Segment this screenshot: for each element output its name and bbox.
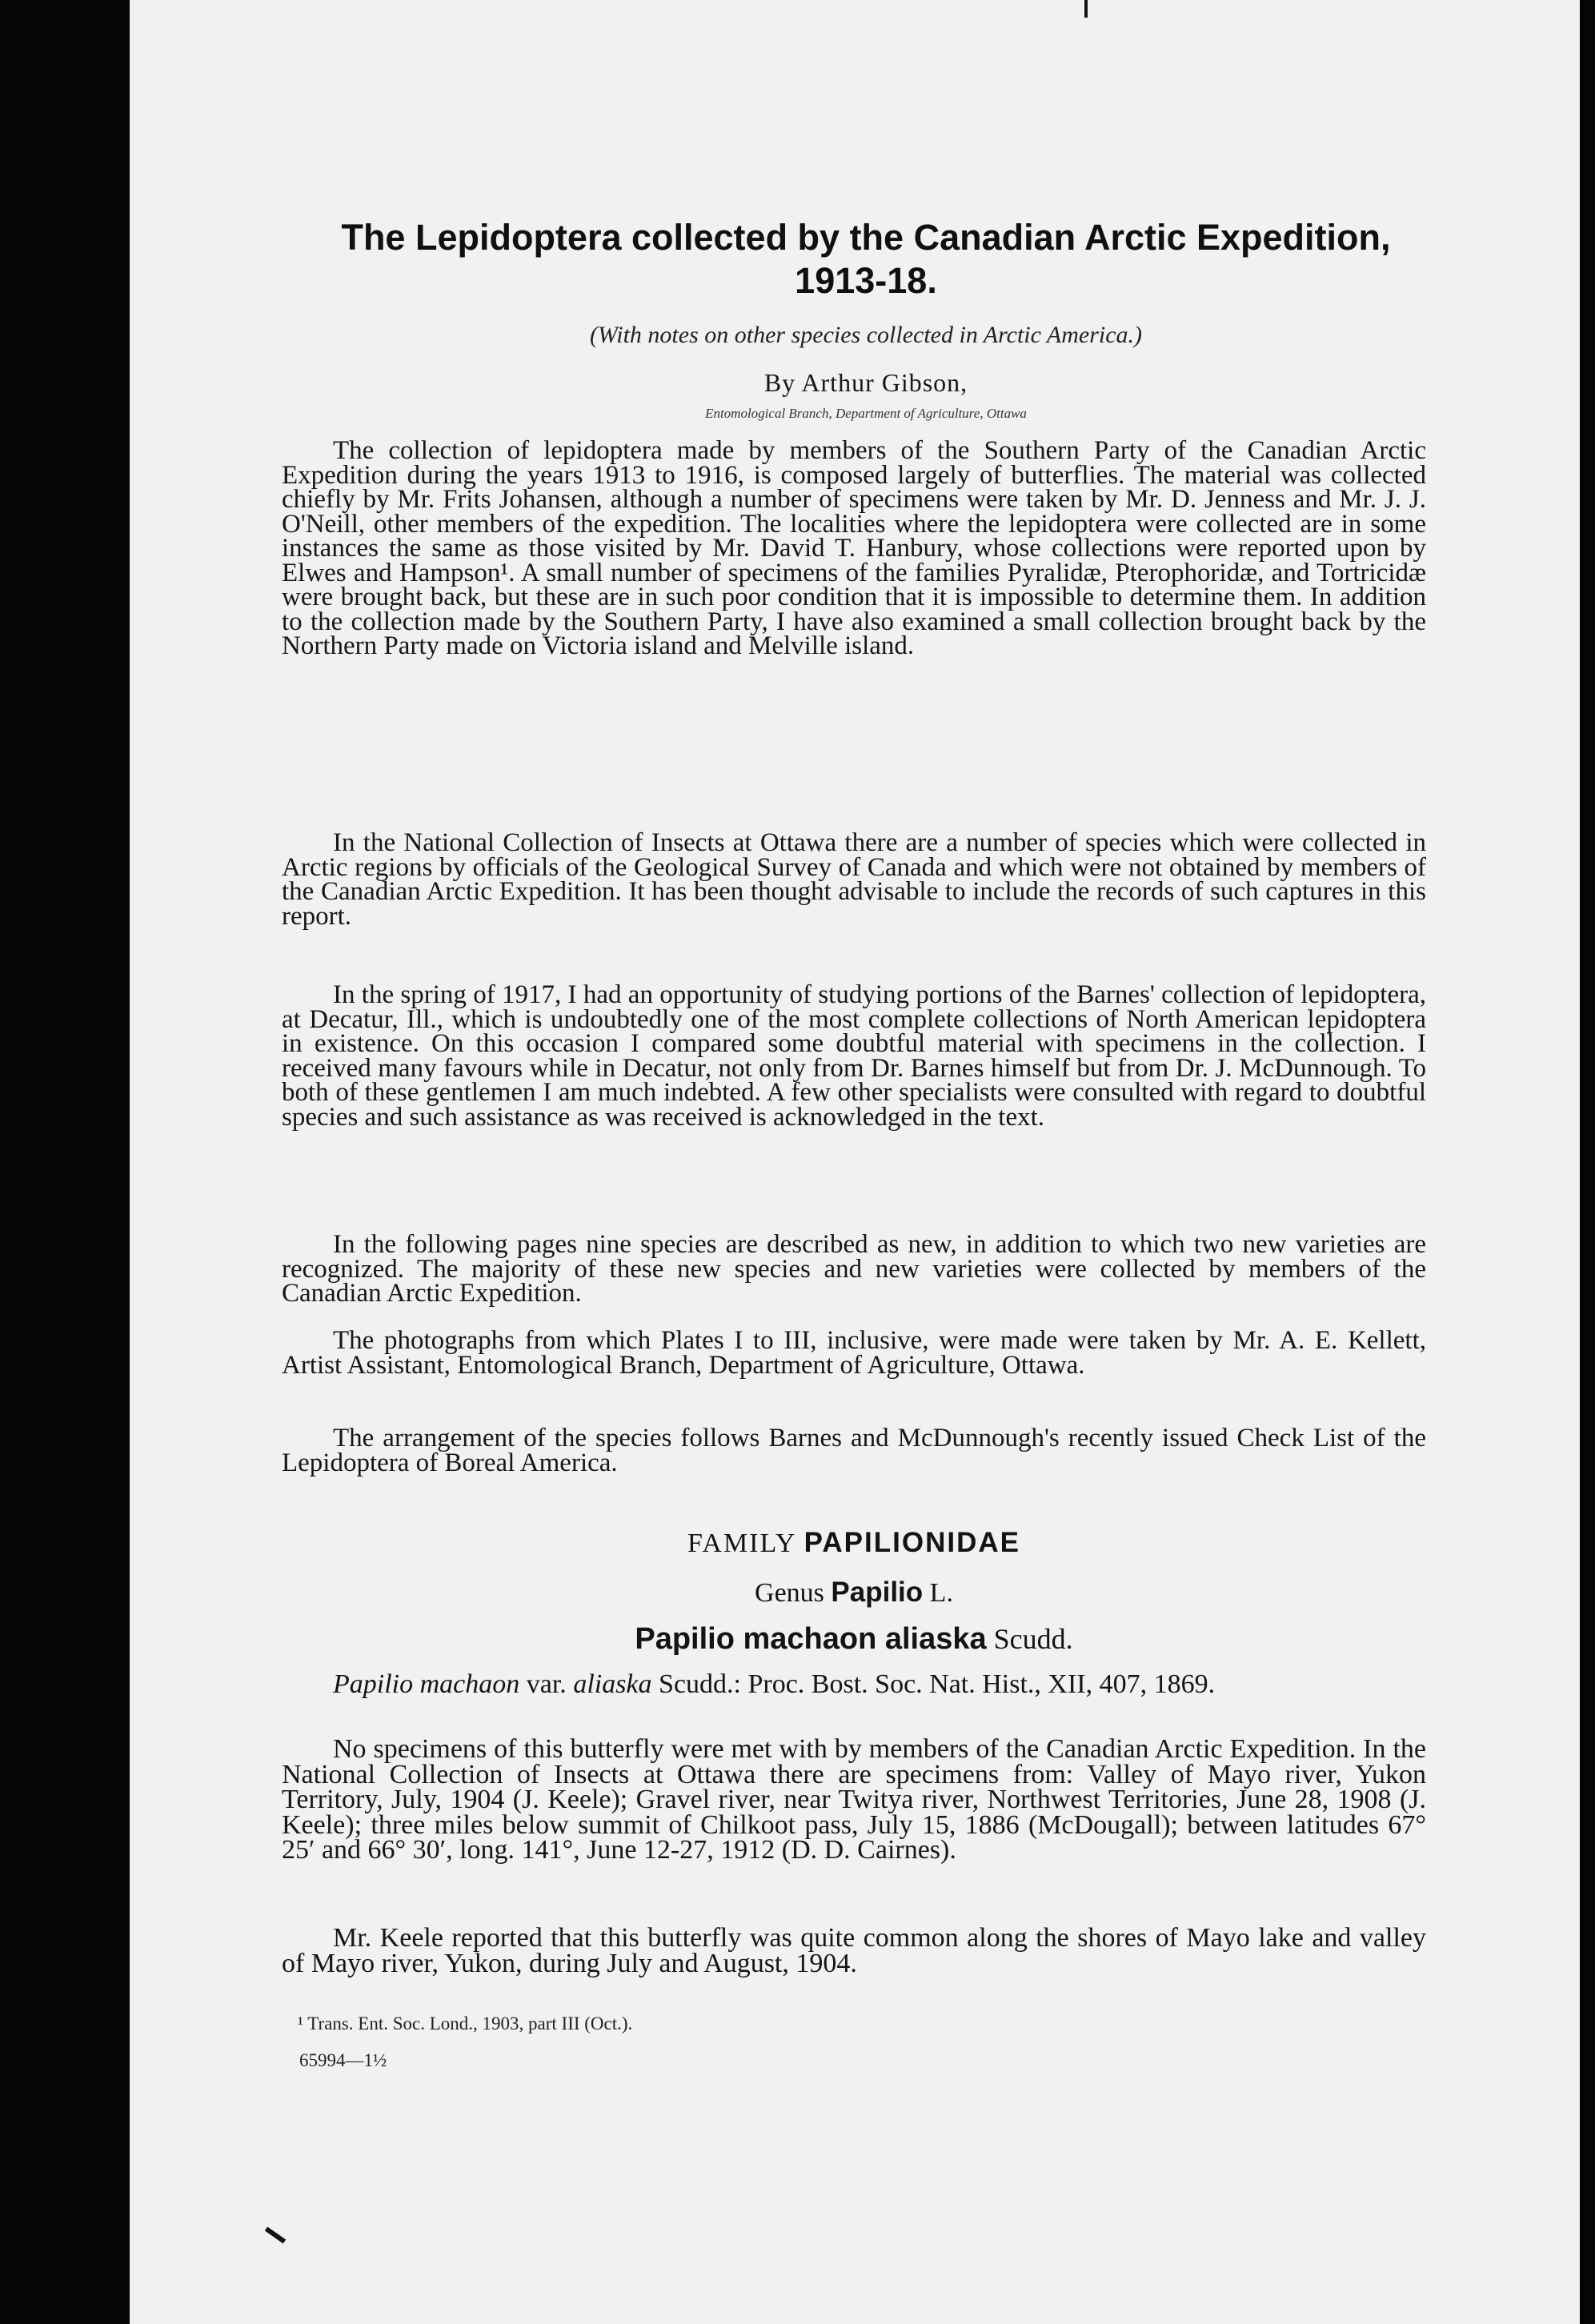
citation-variety: aliaska <box>573 1669 652 1699</box>
family-name: PAPILIONIDAE <box>804 1527 1020 1558</box>
citation-taxon: Papilio machaon <box>333 1669 520 1699</box>
intro-paragraph-3: In the spring of 1917, I had an opportunity of studying portions of the Barnes' collection of lepidoptera, at Decatur, Ill., which is undoubtedly one of the most complete collections of North American lepidoptera in existence. On this occasion I compared some doubtful material with specimens in the collection. I received many favours while in Decatur, not only from Dr. Barnes himself but from Dr. J. McDunnough. To both of these gentlemen I am much indebted. A few other specialists were consulted with regard to doubtful species and such assistance as was received is acknowledged in the text. <box>282 980 1426 1132</box>
species-citation <box>282 1671 1426 1698</box>
intro-paragraph-1: The collection of lepidoptera made by members of the Southern Party of the Canadian Arctic Expedition during the years 1913 to 1916, is composed largely of butterflies. The material was collected chiefly by Mr. Frits Johansen, although a number of specimens were taken by Mr. D. Jenness and Mr. J. J. O'Neill, other members of the expedition. The localities where the lepidoptera were collected are in some instances the same as those visited by Mr. David T. Hanbury, whose collections were reported upon by Elwes and Hampson¹. A small number of specimens of the families Pyralidæ, Pterophoridæ, and Tortricidæ were brought back, but these are in such poor condition that it is impossible to determine them. In addition to the collection made by the Southern Party, I have also examined a small collection brought back by the Northern Party made on Victoria island and Melville island. <box>282 436 1426 660</box>
family-heading <box>282 1527 1426 1559</box>
species-author: Scudd. <box>993 1623 1073 1655</box>
article-subtitle: (With notes on other species collected in Arctic America.) <box>589 322 1143 348</box>
author-byline: By Arthur Gibson, <box>763 368 968 397</box>
intro-paragraph-6: The arrangement of the species follows Barnes and McDunnough's recently issued Check List of the Lepidoptera of Boreal America. <box>282 1424 1426 1477</box>
print-code: 65994—1½ <box>299 2050 387 2070</box>
author-affiliation: Entomological Branch, Department of Agriculture, Ottawa <box>705 406 1027 421</box>
citation-var-label: var. <box>526 1669 567 1699</box>
genus-heading <box>282 1577 1426 1609</box>
genus-prefix: Genus <box>755 1578 824 1608</box>
species-paragraph-2: Mr. Keele reported that this butterfly was quite common along the shores of Mayo lake and valley of Mayo river, Yukon, during July and August, 1904. <box>282 1923 1426 1978</box>
family-prefix: FAMILY <box>687 1529 796 1558</box>
species-paragraph-1: No specimens of this butterfly were met with by members of the Canadian Arctic Expedition. In the National Collection of Insects at Ottawa there are specimens from: Valley of Mayo river, Yukon Territory, July, 1904 (J. Keele); Gravel river, near Twitya river, Northwest Territories, June 28, 1908 (J. Keele); three miles below summit of Chilkoot pass, July 15, 1886 (McDougall); between latitudes 67° 25′ and 66° 30′, long. 141°, June 12-27, 1912 (D. D. Cairnes). <box>282 1734 1426 1865</box>
scan-artifact-top <box>1084 0 1088 18</box>
scanned-page <box>130 0 1580 2324</box>
article-title: The Lepidoptera collected by the Canadian Arctic Expedition, 1913-18. <box>341 217 1391 301</box>
species-heading <box>282 1622 1426 1657</box>
intro-paragraph-4: In the following pages nine species are described as new, in addition to which two new varieties are recognized. The majority of these new species and new varieties were collected by members of the Canadian Arctic Expedition. <box>282 1230 1426 1308</box>
footnote: ¹ Trans. Ent. Soc. Lond., 1903, part III (Oct.). <box>298 2013 633 2034</box>
genus-author: L. <box>929 1578 953 1608</box>
species-name: Papilio machaon aliaska <box>635 1622 987 1656</box>
intro-paragraph-2: In the National Collection of Insects at Ottawa there are a number of species which were collected in Arctic regions by officials of the Geological Survey of Canada and which were not obtained by members of the Canadian Arctic Expedition. It has been thought advisable to include the records of such captures in this report. <box>282 828 1426 931</box>
genus-name: Papilio <box>831 1577 924 1608</box>
citation-reference: Scudd.: Proc. Bost. Soc. Nat. Hist., XII, 407, 1869. <box>659 1669 1216 1699</box>
intro-paragraph-5: The photographs from which Plates I to III, inclusive, were made were taken by Mr. A. E. Kellett, Artist Assistant, Entomological Branch, Department of Agriculture, Ottawa. <box>282 1326 1426 1380</box>
